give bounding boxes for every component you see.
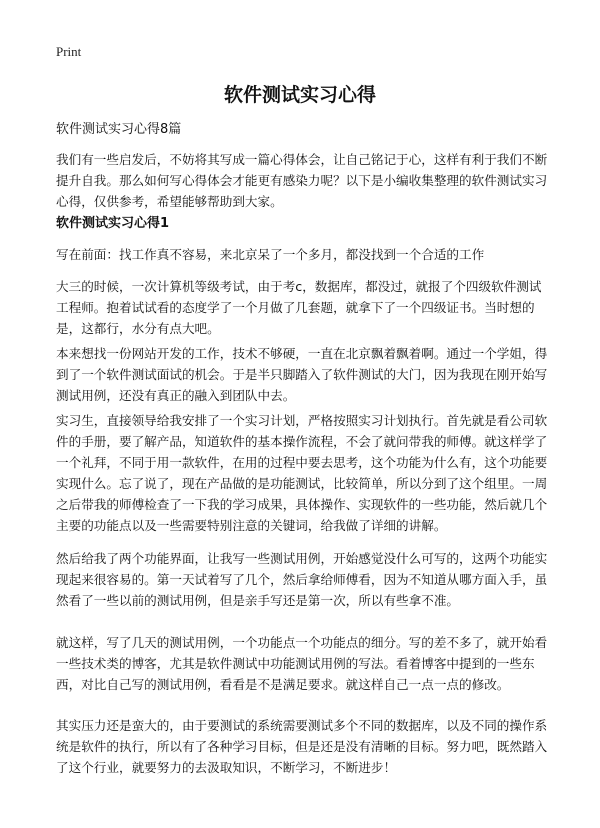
intro-paragraph: 我们有一些启发后，不妨将其写成一篇心得体会，让自己铭记于心，这样有利于我们不断提升自我。那么如何写心得体会才能更有感染力呢？以下是小编收集整理的软件测试实习心得，仅供参考，希望能够帮助到大家。 — [56, 152, 548, 209]
paragraph: 大三的时候，一次计算机等级考试，由于考c，数据库，都没过，就报了个四级软件测试工程师。抱着试试看的态度学了一个月做了几套题，就拿下了一个四级证书。当时想的是，这都行，水分有点大吧。 — [56, 279, 542, 336]
print-label: Print — [56, 44, 82, 59]
paragraph: 写在前面：找工作真不容易，来北京呆了一个多月，都没找到一个合适的工作 — [56, 247, 485, 262]
paragraph: 实习生，直接领导给我安排了一个实习计划，严格按照实习计划执行。首先就是看公司软件的手册，要了解产品，知道软件的基本操作流程，不会了就问带我的师傅。就这样学了一个礼拜，不同于用一款软件，在用的过程中要去思考，这个功能为什么有，这个功能要实现什么。忘了说了，现在产品做的是功能测试，比较简单，所以分到了这个组里。一周之后带我的师傅检查了一下我的学习成果，具体操作、实现软件的一些功能，然后就几个主要的功能点以及一些需要特别注意的关键词，给我做了详细的讲解。 — [56, 413, 548, 533]
section-heading: 软件测试实习心得1 — [56, 216, 170, 231]
paragraph: 就这样，写了几天的测试用例，一个功能点一个功能点的细分。写的差不多了，就开始看一些技术类的博客，尤其是软件测试中功能测试用例的写法。看着博客中提到的一些东西，对比自己写的测试用例，看看是不是满足要求。就这样自己一点一点的修改。 — [56, 635, 548, 692]
paragraph: 本来想找一份网站开发的工作，技术不够硬，一直在北京飘着飘着啊。通过一个学姐，得到了一个软件测试面试的机会。于是半只脚踏入了软件测试的大门，因为我现在刚开始写测试用例，还没有真正的融入到团队中去。 — [56, 346, 548, 403]
document-title: 软件测试实习心得 — [223, 84, 376, 106]
paragraph: 然后给我了两个功能界面，让我写一些测试用例，开始感觉没什么可写的，这两个功能实现起来很容易的。第一天试着写了几个，然后拿给师傅看，因为不知道从哪方面入手，虽然看了一些以前的测试用例，但是亲手写还是第一次，所以有些拿不准。 — [56, 551, 548, 608]
paragraph: 其实压力还是蛮大的，由于要测试的系统需要测试多个不同的数据库，以及不同的操作系统是软件的执行，所以有了各种学习目标，但是还是没有清晰的目标。努力吧，既然踏入了这个行业，就要努力的去汲取知识，不断学习，不断进步！ — [56, 718, 548, 775]
document-subtitle: 软件测试实习心得8篇 — [56, 122, 182, 137]
